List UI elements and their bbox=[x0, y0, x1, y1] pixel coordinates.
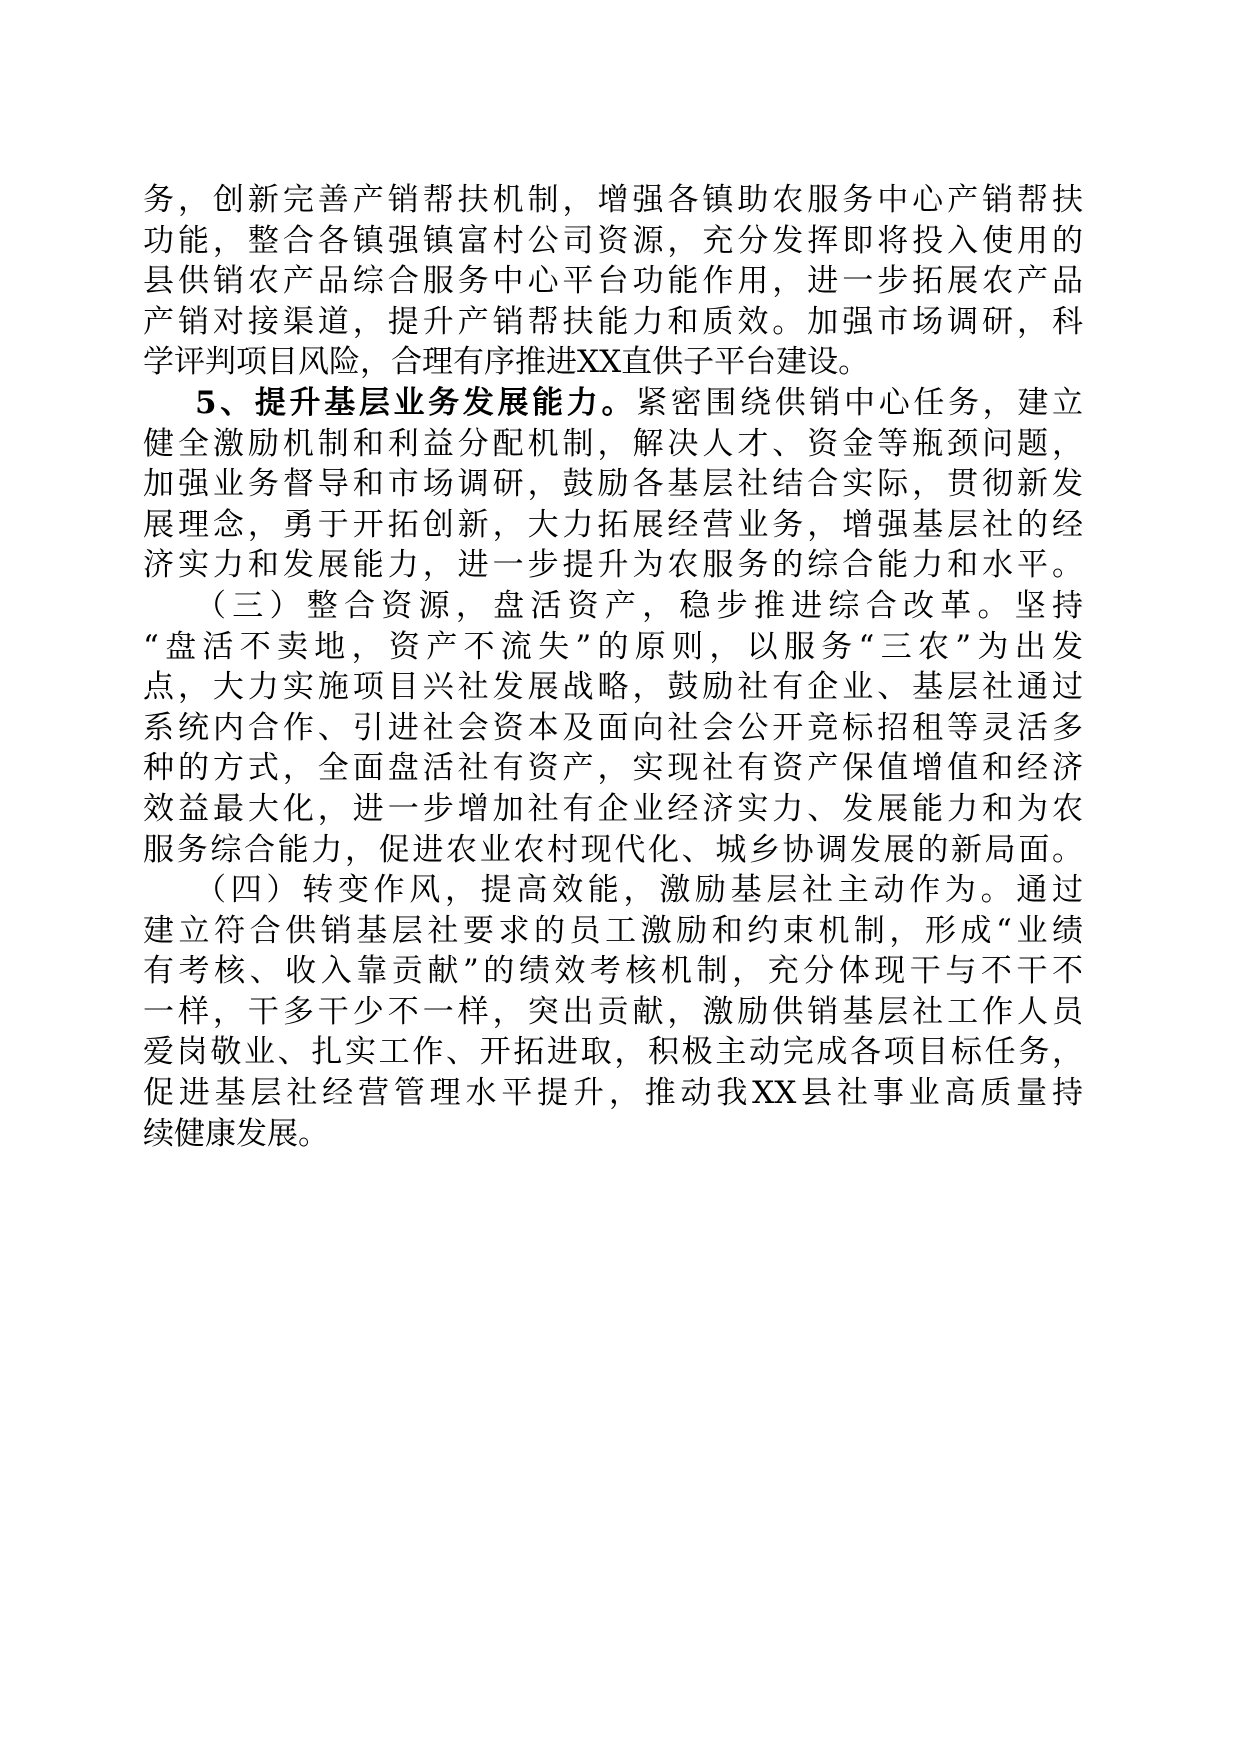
text-line: 爱岗敬业、扎实工作、开拓进取，积极主动完成各项目标任务， bbox=[143, 1034, 1083, 1071]
text-line: 务，创新完善产销帮扶机制，增强各镇助农服务中心产销帮扶 bbox=[143, 182, 1083, 218]
text-line: 展理念，勇于开拓创新，大力拓展经营业务，增强基层社的经 bbox=[143, 506, 1083, 543]
paragraph-section-3 bbox=[143, 586, 1083, 870]
text-line: 效益最大化，进一步增加社有企业经济实力、发展能力和为农 bbox=[143, 790, 1083, 827]
text-line bbox=[143, 586, 1083, 627]
paragraph-section-4 bbox=[143, 870, 1083, 1154]
text-line: 续健康发展。 bbox=[143, 1115, 329, 1152]
section-heading: （四）转变作风，提高效能，激励基层社主动作为。 bbox=[195, 872, 1017, 909]
section-heading: （三）整合资源，盘活资产，稳步推进综合改革。 bbox=[195, 587, 1015, 624]
section-text: 通过 bbox=[1016, 872, 1083, 909]
body-text bbox=[143, 180, 1083, 1154]
item-heading: 5、提升基层业务发展能力。 bbox=[195, 384, 637, 421]
text-line: 点，大力实施项目兴社发展战略，鼓励社有企业、基层社通过 bbox=[143, 669, 1083, 706]
text-line: 济实力和发展能力，进一步提升为农服务的综合能力和水平。 bbox=[143, 547, 1083, 584]
item-text: 紧密围绕供销中心任务，建立 bbox=[636, 384, 1083, 421]
text-line: 促进基层社经营管理水平提升，推动我XX县社事业高质量持 bbox=[143, 1075, 1083, 1112]
text-line: 健全激励机制和利益分配机制，解决人才、资金等瓶颈问题， bbox=[143, 425, 1083, 462]
text-line: 有考核、收入靠贡献”的绩效考核机制，充分体现干与不干不 bbox=[143, 953, 1083, 990]
section-text: 坚持 bbox=[1014, 587, 1083, 624]
text-line: 县供销农产品综合服务中心平台功能作用，进一步拓展农产品 bbox=[143, 263, 1083, 300]
text-line: 功能，整合各镇强镇富村公司资源，充分发挥即将投入使用的 bbox=[143, 222, 1083, 259]
text-line: 产销对接渠道，提升产销帮扶能力和质效。加强市场调研，科 bbox=[143, 303, 1083, 340]
text-line: “盘活不卖地，资产不流失”的原则，以服务“三农”为出发 bbox=[143, 628, 1083, 665]
text-line: 种的方式，全面盘活社有资产，实现社有资产保值增值和经济 bbox=[143, 750, 1083, 787]
text-line: 学评判项目风险，合理有序推进XX直供子平台建设。 bbox=[143, 344, 870, 381]
paragraph-item-5 bbox=[143, 383, 1083, 586]
text-line bbox=[143, 383, 1083, 424]
text-line: 加强业务督导和市场调研，鼓励各基层社结合实际，贯彻新发 bbox=[143, 466, 1083, 503]
text-line: 建立符合供销基层社要求的员工激励和约束机制，形成“业绩 bbox=[143, 912, 1083, 949]
paragraph-continued bbox=[143, 180, 1083, 383]
text-line: 服务综合能力，促进农业农村现代化、城乡协调发展的新局面。 bbox=[143, 831, 1083, 868]
text-line bbox=[143, 870, 1083, 911]
text-line: 系统内合作、引进社会资本及面向社会公开竞标招租等灵活多 bbox=[143, 709, 1083, 746]
text-line: 一样，干多干少不一样，突出贡献，激励供销基层社工作人员 bbox=[143, 993, 1083, 1030]
